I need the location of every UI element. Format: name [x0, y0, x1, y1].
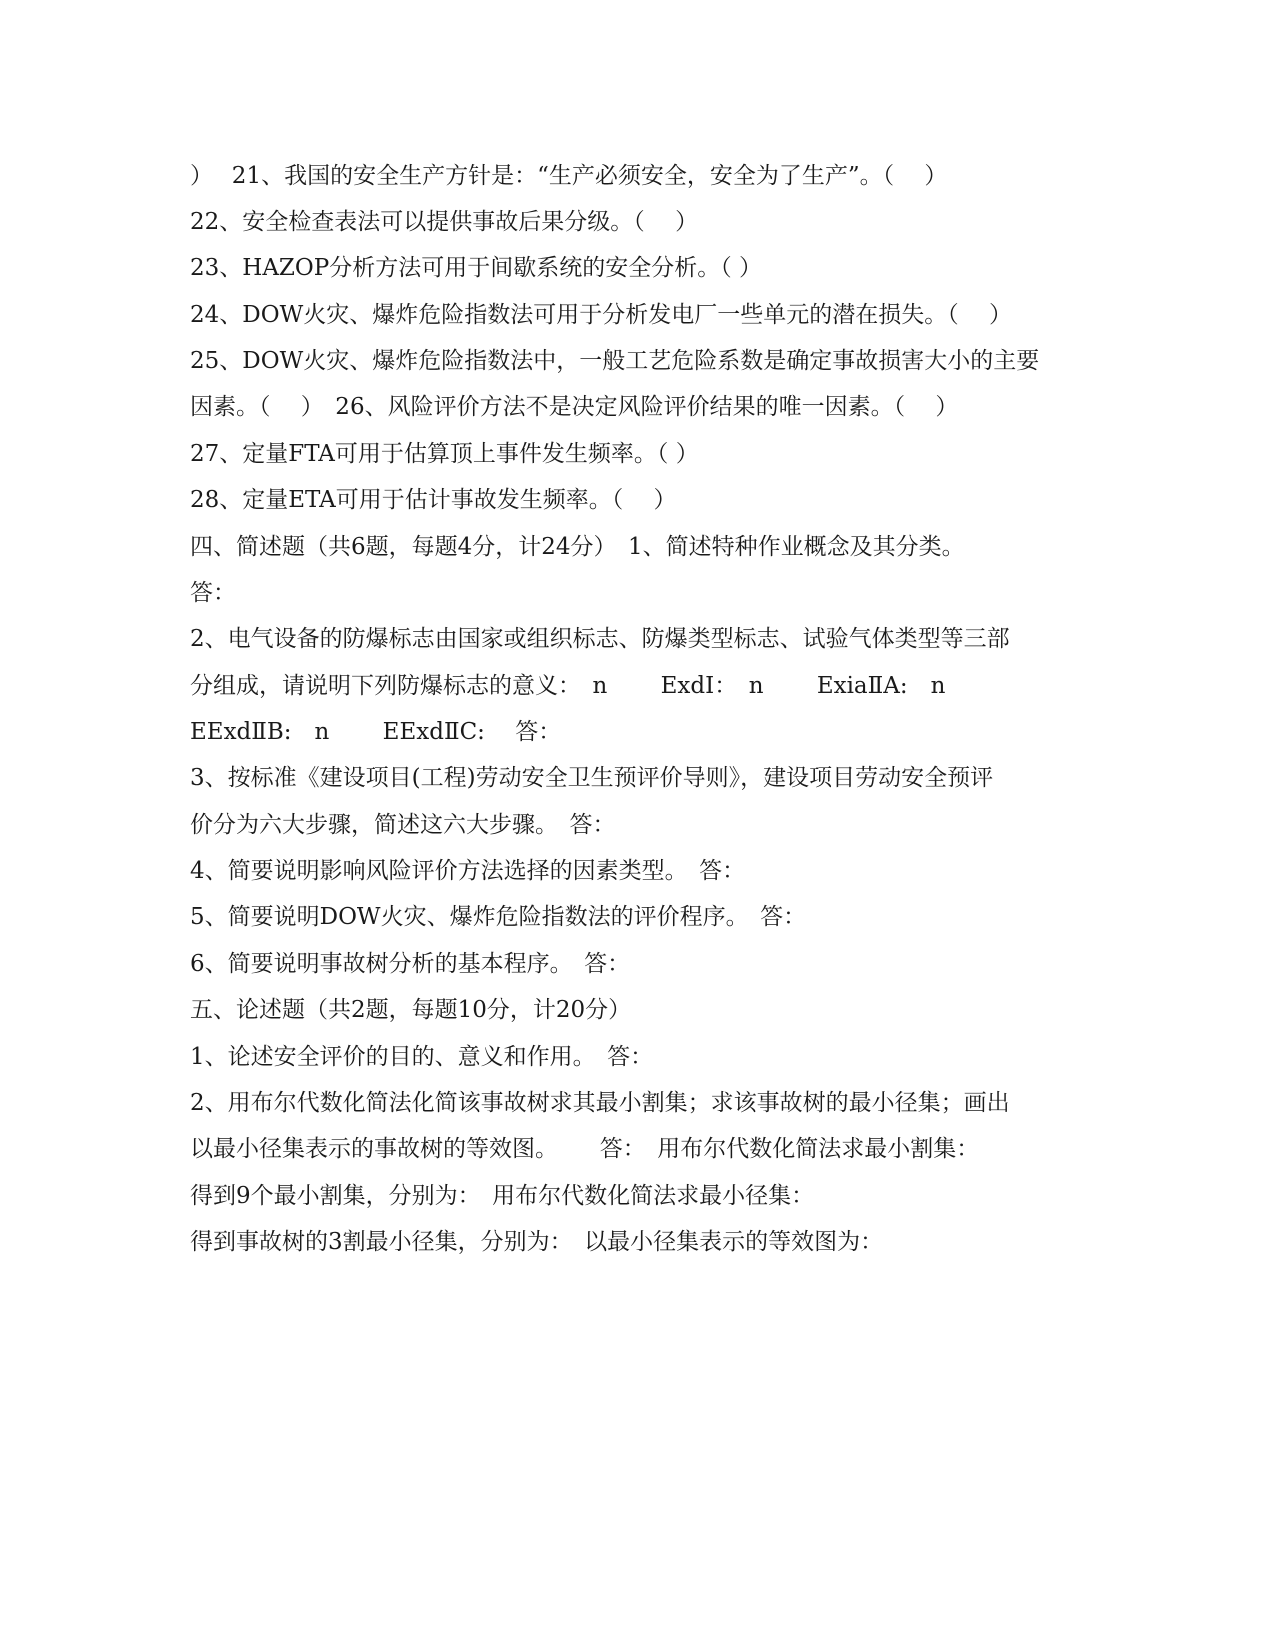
text-line: 分组成，请说明下列防爆标志的意义： n ExdⅠ： n ExiaⅡA: n	[190, 673, 946, 699]
text-line: EExdⅡB: n EExdⅡC: 答：	[190, 719, 562, 745]
text-line: 2、用布尔代数化简法化简该事故树求其最小割集；求该事故树的最小径集；画出	[190, 1090, 1010, 1116]
text-line: 6、简要说明事故树分析的基本程序。 答：	[190, 951, 631, 977]
text-line: 25、DOW火灾、爆炸危险指数法中，一般工艺危险系数是确定事故损害大小的主要	[190, 348, 1040, 374]
text-line: 5、简要说明DOW火灾、爆炸危险指数法的评价程序。 答：	[190, 904, 807, 930]
text-line: 23、HAZOP分析方法可用于间歇系统的安全分析。（ ）	[190, 255, 763, 281]
text-line: 答：	[190, 580, 236, 606]
text-line: 得到事故树的3割最小径集，分别为： 以最小径集表示的等效图为：	[190, 1229, 884, 1255]
text-line: 2、电气设备的防爆标志由国家或组织标志、防爆类型标志、试验气体类型等三部	[190, 626, 1010, 652]
text-line: ） 21、我国的安全生产方针是：“生产必须安全，安全为了生产”。（ ）	[190, 163, 948, 189]
text-line: 得到9个最小割集，分别为： 用布尔代数化简法求最小径集：	[190, 1183, 815, 1209]
text-line: 价分为六大步骤，简述这六大步骤。 答：	[190, 812, 616, 838]
text-line: 1、论述安全评价的目的、意义和作用。 答：	[190, 1044, 654, 1070]
text-line: 27、定量FTA可用于估算顶上事件发生频率。（ ）	[190, 441, 699, 467]
text-line: 4、简要说明影响风险评价方法选择的因素类型。 答：	[190, 858, 746, 884]
text-line: 因素。（ ） 26、风险评价方法不是决定风险评价结果的唯一因素。（ ）	[190, 394, 959, 420]
text-line: 28、定量ETA可用于估计事故发生频率。（ ）	[190, 487, 677, 513]
text-line: 3、按标准《建设项目(工程)劳动安全卫生预评价导则》，建设项目劳动安全预评	[190, 765, 994, 791]
text-line: 22、安全检查表法可以提供事故后果分级。（ ）	[190, 209, 699, 235]
text-line: 24、DOW火灾、爆炸危险指数法可用于分析发电厂一些单元的潜在损失。（ ）	[190, 302, 1013, 328]
text-line: 以最小径集表示的事故树的等效图。 答： 用布尔代数化简法求最小割集：	[190, 1136, 980, 1162]
text-line: 五、论述题（共2题，每题10分，计20分）	[190, 997, 632, 1023]
text-line: 四、简述题（共6题，每题4分，计24分） 1、简述特种作业概念及其分类。	[190, 534, 965, 560]
